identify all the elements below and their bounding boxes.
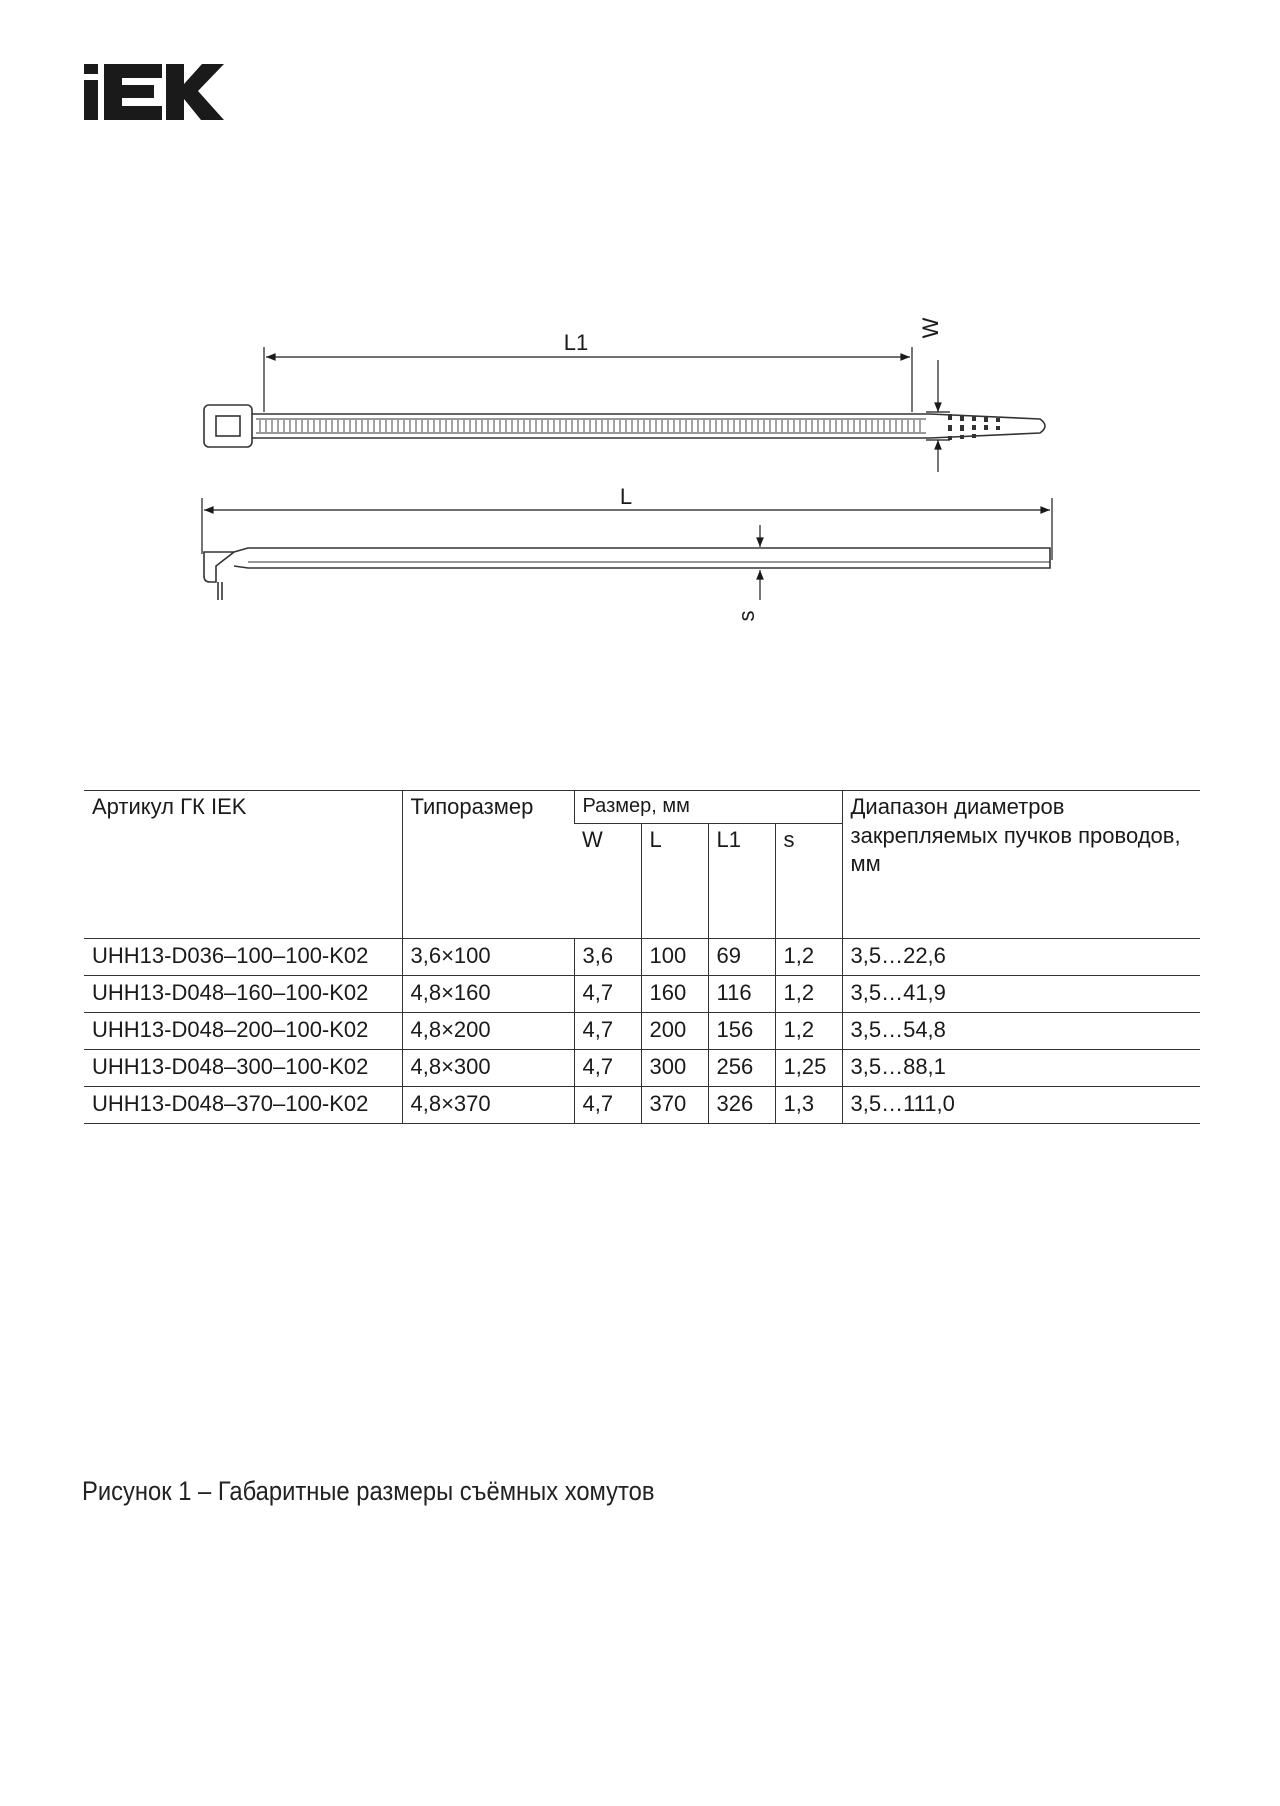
header-size-type: Типоразмер (402, 791, 574, 939)
cell-s: 1,2 (775, 1013, 842, 1050)
table-row (84, 1013, 1200, 1050)
cell-l1: 326 (708, 1087, 775, 1124)
cell-size-type: 3,6×100 (402, 939, 574, 976)
cell-s: 1,2 (775, 939, 842, 976)
cell-l1: 256 (708, 1050, 775, 1087)
cell-l: 100 (641, 939, 708, 976)
strap-serrations (260, 420, 920, 432)
header-diameter-range: Диапазон диаметров закрепляемых пучков проводов, мм (842, 791, 1200, 939)
cell-size-type: 4,8×370 (402, 1087, 574, 1124)
cell-s: 1,25 (775, 1050, 842, 1087)
cell-l: 200 (641, 1013, 708, 1050)
cell-w: 3,6 (574, 939, 641, 976)
header-l: L (641, 824, 708, 939)
cell-l: 160 (641, 976, 708, 1013)
l1-dimension (264, 347, 912, 412)
header-s: s (775, 824, 842, 939)
cell-article: UHH13-D036–100–100-K02 (84, 939, 402, 976)
cell-article: UHH13-D048–300–100-K02 (84, 1050, 402, 1087)
figure-caption: Рисунок 1 – Габаритные размеры съёмных хомутов (82, 1476, 655, 1506)
header-article: Артикул ГК IEK (84, 791, 402, 939)
cell-l1: 69 (708, 939, 775, 976)
w-label: W (918, 317, 943, 339)
cell-article: UHH13-D048–160–100-K02 (84, 976, 402, 1013)
table-row (84, 976, 1200, 1013)
cell-w: 4,7 (574, 1013, 641, 1050)
cell-size-type: 4,8×160 (402, 976, 574, 1013)
cell-w: 4,7 (574, 976, 641, 1013)
l1-label: L1 (563, 330, 589, 355)
cell-article: UHH13-D048–200–100-K02 (84, 1013, 402, 1050)
cell-l1: 156 (708, 1013, 775, 1050)
cell-range: 3,5…54,8 (842, 1013, 1200, 1050)
table-row (84, 1087, 1200, 1124)
header-l1: L1 (708, 824, 775, 939)
cable-tie-drawing (0, 0, 1280, 660)
tie-side-view (204, 548, 1050, 600)
cell-size-type: 4,8×300 (402, 1050, 574, 1087)
cell-range: 3,5…41,9 (842, 976, 1200, 1013)
cell-l: 370 (641, 1087, 708, 1124)
l-label: L (619, 484, 633, 509)
cell-l1: 116 (708, 976, 775, 1013)
tie-top-view (204, 405, 1045, 447)
spec-table (84, 790, 1200, 1124)
cell-range: 3,5…111,0 (842, 1087, 1200, 1124)
table-row (84, 939, 1200, 976)
header-w: W (574, 824, 641, 939)
cell-l: 300 (641, 1050, 708, 1087)
cell-w: 4,7 (574, 1087, 641, 1124)
cell-size-type: 4,8×200 (402, 1013, 574, 1050)
cell-s: 1,2 (775, 976, 842, 1013)
w-dimension (926, 360, 950, 472)
cell-w: 4,7 (574, 1050, 641, 1087)
cell-range: 3,5…22,6 (842, 939, 1200, 976)
cell-article: UHH13-D048–370–100-K02 (84, 1087, 402, 1124)
s-label: s (734, 610, 759, 622)
cell-range: 3,5…88,1 (842, 1050, 1200, 1087)
table-row (84, 1050, 1200, 1087)
cell-s: 1,3 (775, 1087, 842, 1124)
header-dimensions: Размер, мм (574, 791, 842, 824)
